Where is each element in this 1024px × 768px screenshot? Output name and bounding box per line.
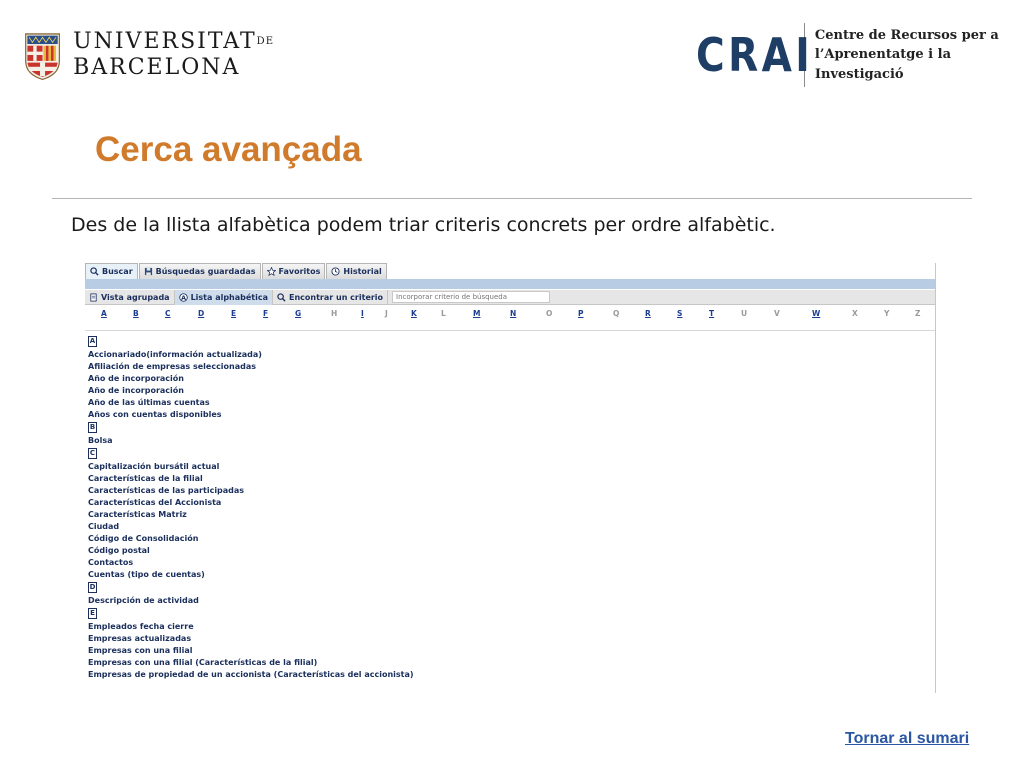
alpha-icon	[179, 293, 188, 302]
criteria-item[interactable]: Año de incorporación	[88, 386, 184, 395]
letter-f[interactable]: F	[263, 309, 269, 318]
letter-a[interactable]: A	[101, 309, 107, 318]
slide-subtitle: Des de la llista alfabètica podem triar criteris concrets per ordre alfabètic.	[71, 214, 776, 236]
group-header-a: A	[89, 337, 96, 345]
group-header-e: E	[88, 608, 97, 619]
return-to-summary-link[interactable]: Tornar al sumari	[845, 730, 970, 747]
letter-i[interactable]: I	[361, 309, 364, 318]
criteria-browser	[85, 263, 936, 693]
criteria-item[interactable]: Código de Consolidación	[88, 534, 199, 543]
criteria-item[interactable]: Características del Accionista	[88, 498, 222, 507]
criteria-list	[88, 335, 928, 681]
slide-title: Cerca avançada	[95, 130, 362, 169]
ub-shield-icon	[24, 24, 61, 86]
star-icon	[267, 267, 276, 276]
title-divider	[52, 198, 972, 199]
search-icon	[90, 267, 99, 276]
search-icon	[277, 293, 286, 302]
group-header-c: C	[89, 449, 96, 457]
criteria-item[interactable]: Descripción de actividad	[88, 596, 199, 605]
letter-m[interactable]: M	[473, 309, 481, 318]
criteria-item[interactable]: Características de las participadas	[88, 486, 245, 495]
subtab-label: Encontrar un criterio	[289, 292, 384, 302]
tab-historial[interactable]	[326, 263, 386, 279]
document-icon	[89, 293, 98, 302]
criteria-item[interactable]: Cuentas (tipo de cuentas)	[88, 570, 205, 579]
subtab-vista-agrupada[interactable]	[85, 290, 175, 305]
main-tabs	[85, 263, 388, 279]
letter-k[interactable]: K	[411, 309, 417, 318]
letter-v: V	[774, 309, 780, 318]
letter-x: X	[852, 309, 858, 318]
crai-logo	[696, 22, 1024, 88]
criteria-item[interactable]: Empresas con una filial	[88, 646, 193, 655]
letter-e[interactable]: E	[231, 309, 237, 318]
ub-name-line1: UNIVERSITAT	[73, 29, 257, 54]
subtab-encontrar-criterio[interactable]	[273, 290, 388, 305]
letter-h: H	[331, 309, 338, 318]
criteria-item[interactable]: Empleados fecha cierre	[88, 622, 194, 631]
view-subtabs	[85, 290, 936, 305]
list-divider	[85, 330, 936, 331]
criteria-item[interactable]: Características de la filial	[88, 474, 203, 483]
history-icon	[331, 267, 340, 276]
tab-favoritos[interactable]	[262, 263, 326, 279]
criteria-item[interactable]: Contactos	[88, 558, 134, 567]
criteria-item[interactable]: Código postal	[88, 546, 150, 555]
criteria-item[interactable]: Empresas actualizadas	[88, 634, 192, 643]
tab-label: Búsquedas guardadas	[155, 267, 256, 276]
letter-z: Z	[915, 309, 921, 318]
crai-desc-line1: Centre de Recursos per a	[814, 27, 999, 43]
letter-g[interactable]: G	[295, 309, 302, 318]
letter-o: O	[546, 309, 553, 318]
tab-label: Buscar	[102, 267, 133, 276]
crai-wordmark: CRAI	[696, 28, 814, 82]
svg-text:A: A	[180, 294, 186, 302]
alphabet-index	[85, 306, 936, 322]
criteria-item[interactable]: Capitalización bursátil actual	[88, 462, 220, 471]
crai-desc-line2: l’Aprenentatge i la Investigació	[814, 47, 951, 82]
letter-c[interactable]: C	[165, 309, 171, 318]
letter-u: U	[741, 309, 748, 318]
letter-d[interactable]: D	[198, 309, 205, 318]
criteria-item[interactable]: Accionariado(información actualizada)	[88, 350, 262, 359]
letter-w[interactable]: W	[812, 309, 821, 318]
letter-t[interactable]: T	[709, 309, 715, 318]
letter-q: Q	[613, 309, 620, 318]
ub-logo	[24, 22, 274, 88]
letter-s[interactable]: S	[677, 309, 683, 318]
criteria-item[interactable]: Bolsa	[88, 436, 113, 445]
tab-label: Historial	[343, 267, 382, 276]
criteria-item[interactable]: Afiliación de empresas seleccionadas	[88, 362, 257, 371]
criteria-item[interactable]: Empresas con una filial (Características de la filial)	[88, 658, 318, 667]
tabbar-strip	[85, 279, 936, 289]
criteria-item[interactable]: Años con cuentas disponibles	[88, 410, 222, 419]
tab-label: Favoritos	[278, 267, 321, 276]
criteria-item[interactable]: Ciudad	[88, 522, 120, 531]
tab-buscar[interactable]	[85, 263, 138, 279]
letter-n[interactable]: N	[510, 309, 517, 318]
criteria-item[interactable]: Características Matriz	[88, 510, 187, 519]
ub-name-de: DE	[256, 36, 274, 47]
ub-name-line2: BARCELONA	[73, 55, 241, 80]
letter-l: L	[441, 309, 446, 318]
subtab-label: Lista alphabética	[190, 292, 269, 302]
subtab-lista-alphabetica[interactable]	[175, 290, 273, 305]
criteria-item[interactable]: Año de incorporación	[88, 374, 184, 383]
letter-b[interactable]: B	[133, 309, 139, 318]
tab-busquedas-guardadas[interactable]	[139, 263, 261, 279]
criteria-item[interactable]: Empresas de propiedad de un accionista (Características del accionista)	[88, 670, 414, 679]
subtab-label: Vista agrupada	[101, 292, 170, 302]
group-header-b: B	[89, 423, 96, 431]
letter-p[interactable]: P	[578, 309, 584, 318]
letter-j: J	[385, 309, 388, 318]
criteria-search-input[interactable]	[392, 291, 550, 303]
save-icon	[144, 267, 153, 276]
criteria-item[interactable]: Año de las últimas cuentas	[88, 398, 210, 407]
letter-r[interactable]: R	[645, 309, 651, 318]
group-header-d: D	[89, 583, 96, 591]
letter-y: Y	[884, 309, 890, 318]
